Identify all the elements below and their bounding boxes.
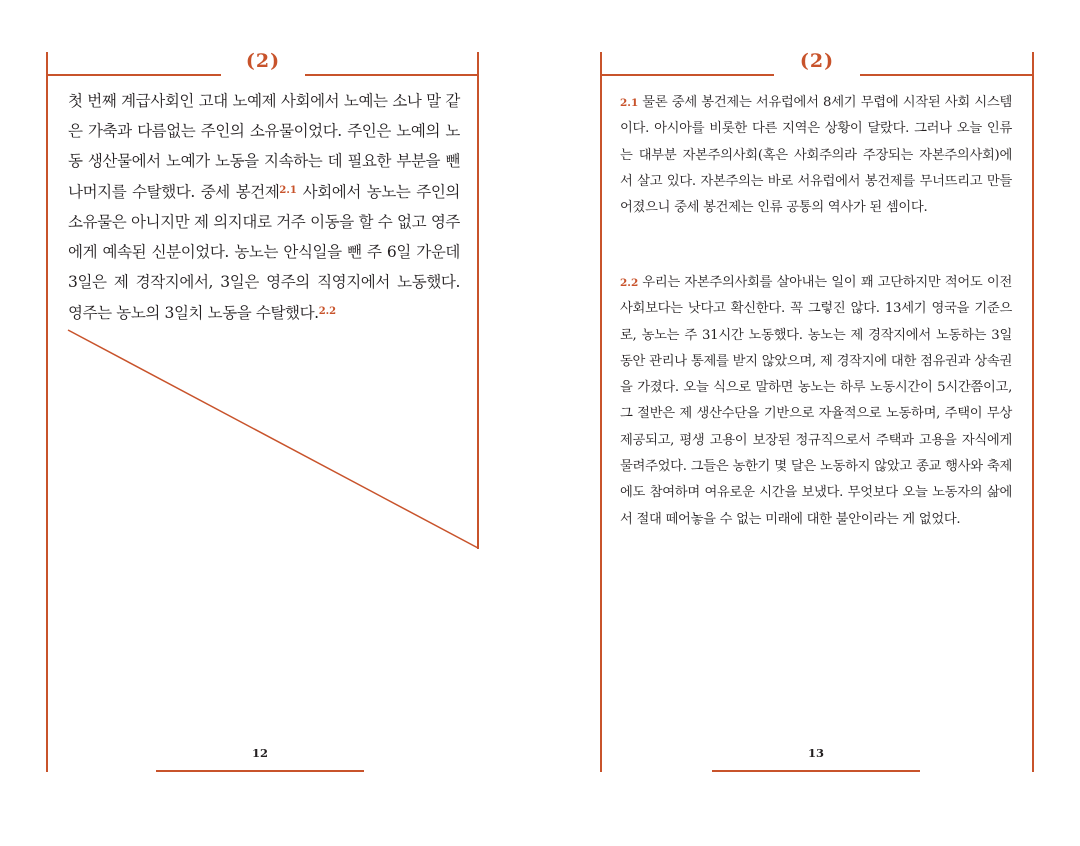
right-page-left-border <box>600 52 602 772</box>
endnote-2-2 <box>620 270 1012 533</box>
footer-rule <box>156 770 364 772</box>
footer-rule <box>712 770 920 772</box>
chapter-marker: (2) <box>245 50 281 72</box>
note-text: 물론 중세 봉건제는 서유럽에서 8세기 무렵에 시작된 사회 시스템이다. 아시아를 비롯한 다른 지역은 상황이 달랐다. 그러나 오늘 인류는 대부분 자본주의사회(혹은 사회주의라 주장되는 자본주의사회)에서 살고 있다. 자본주의는 바로 서유럽에서 봉건제를 무너뜨리고 만들어졌으니 중세 봉건제는 인류 공통의 역사가 된 셈이다. <box>620 95 1012 216</box>
header-rule-left <box>600 74 774 76</box>
note-text: 우리는 자본주의사회를 살아내는 일이 꽤 고단하지만 적어도 이전 사회보다는 낫다고 확신한다. 꼭 그렇진 않다. 13세기 영국을 기준으로, 농노는 주 31시간 노동했다. 농노는 제 경작지에서 노동하는 3일 동안 관리나 통제를 받지 않았으며, 제 경작지에 대한 점유권과 상속권을 가졌다. 오늘 식으로 말하면 농노는 하루 노동시간이 5시간쯤이고, 그 절반은 제 생산수단을 기반으로 자율적으로 노동하며, 주택이 무상 제공되고, 평생 고용이 보장된 정규직으로서 주택과 고용을 자식에게 물려주었다. 그들은 농한기 몇 달은 노동하지 않았고 종교 행사와 축제에도 참여하며 여유로운 시간을 보냈다. 무엇보다 오늘 노동자의 삶에서 절대 떼어놓을 수 없는 미래에 대한 불안이라는 게 없었다. <box>620 275 1012 527</box>
right-page-right-border <box>1032 52 1034 772</box>
page-number: 13 <box>807 746 824 760</box>
note-label: 2.2 <box>620 277 639 289</box>
body-text-part-1: 첫 번째 계급사회인 고대 노예제 사회에서 노예는 소나 말 같은 가축과 다름없는 주인의 소유물이었다. 주인은 노예의 노동 생산물에서 노예가 노동을 지속하는 데 필요한 부분을 뺀 나머지를 수탈했다. 중세 봉건제 <box>68 92 460 201</box>
right-page <box>540 0 1080 846</box>
footnote-ref-2-2[interactable]: 2.2 <box>318 306 337 317</box>
chapter-marker: (2) <box>799 50 835 72</box>
body-text-part-2: 사회에서 농노는 주인의 소유물은 아니지만 제 의지대로 거주 이동을 할 수 없고 영주에게 예속된 신분이었다. 농노는 안식일을 뺀 주 6일 가운데 3일은 제 경작지에서, 3일은 영주의 직영지에서 노동했다. 영주는 농노의 3일치 노동을 수탈했다. <box>68 183 460 322</box>
page-number: 12 <box>251 746 268 760</box>
endnote-2-1 <box>620 90 1012 221</box>
header-rule-right <box>860 74 1033 76</box>
note-label: 2.1 <box>620 97 639 109</box>
footnote-ref-2-1[interactable]: 2.1 <box>279 185 297 196</box>
